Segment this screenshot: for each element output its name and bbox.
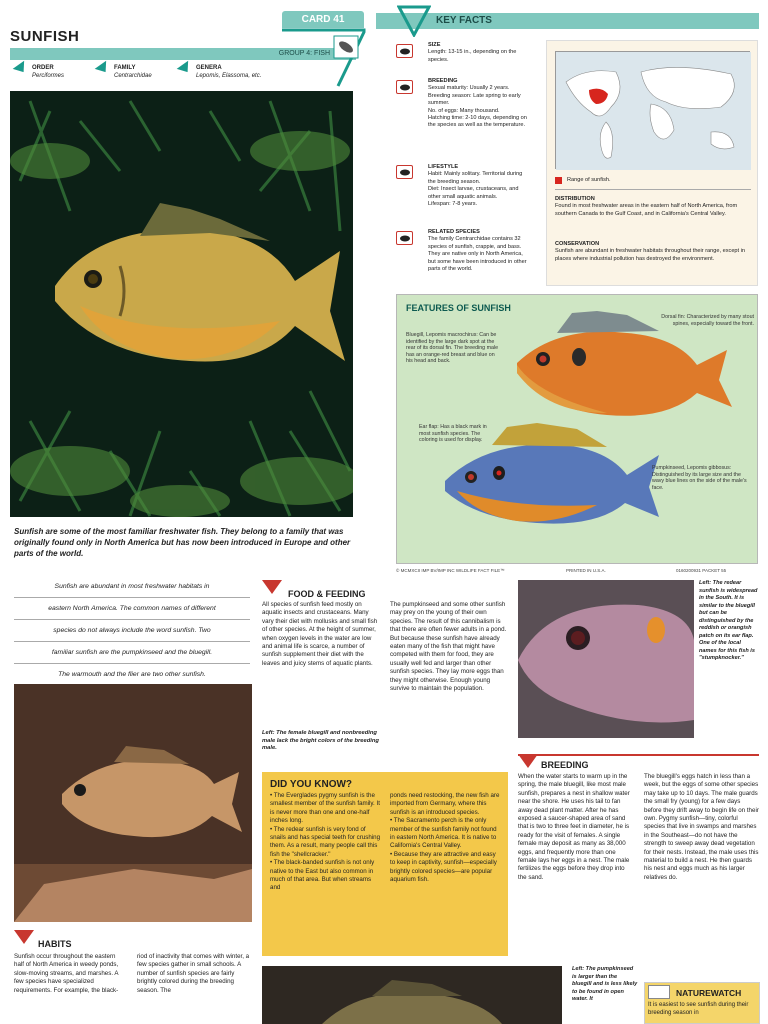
distribution-text: DISTRIBUTION Found in most freshwater areas in the eastern half of North America, from southern Canada to the Gulf Coast, and in California's Central Valley.	[555, 196, 738, 217]
fish-group-emblem	[278, 28, 368, 90]
breeding-title: BREEDING	[541, 760, 589, 770]
naturewatch-title: NATUREWATCH	[676, 988, 742, 998]
packet-number: 0160200931 PACKET 55	[676, 568, 727, 573]
food-col2: The pumpkinseed and some other sunfish may prey on the young of their own species. The result of this cannibalism is that there are often fewer adults in a pond. But because these sunfish have already eaten many of the fish that might have competed with them for food, they are usually well fed and larger than other sunfish species. They lay more eggs than they might otherwise. Enough young survive to maintain the population.	[390, 601, 507, 693]
habits-col2: riod of inactivity that comes with winter, a few species gather in small schools. A number of sunfish species are fairly brightly colored during the breeding season. The	[137, 953, 250, 994]
dorsal-fin-label: Dorsal fin: Characterized by many stout spines, especially toward the front.	[661, 314, 754, 327]
features-title: FEATURES OF SUNFISH	[406, 303, 511, 313]
key-facts-emblem	[397, 5, 431, 37]
breeding-marker-icon	[518, 754, 538, 770]
triangle-marker-icon	[95, 61, 112, 76]
bluegill-label: Bluegill, Lepomis macrochirus: Can be identified by the large dark spot at the rear of its dorsal fin. The breeding male has an orange-red breast and blue on his head and back.	[406, 332, 499, 364]
printed-in: PRINTED IN U.S.A.	[566, 568, 606, 573]
bluegill-photo	[14, 684, 252, 922]
key-facts-bar: KEY FACTS	[376, 13, 759, 29]
range-map	[555, 51, 750, 169]
main-sunfish-photo	[10, 91, 353, 517]
map-legend: Range of sunfish.	[567, 177, 611, 183]
conservation-text: CONSERVATION Sunfish are abundant in freshwater habitats throughout their range, except in places where industrial pollution has destroyed the environment.	[555, 241, 745, 262]
dyk-col1: • The Everglades pygmy sunfish is the smallest member of the sunfish family. It is never more than one and one-half inches long. • The redear sunfish is very fond of snails and has special teeth for crushing them. As a result, many people call this fish the "shellcracker." • The black-banded sunfish is not only native to the East but also common in much of that area. But when streams and	[270, 792, 381, 892]
triangle-marker-icon	[177, 61, 194, 76]
group-bar: GROUP 4: FISH	[10, 48, 356, 60]
redear-photo	[518, 580, 694, 738]
dyk-col2: ponds need restocking, the new fish are imported from Germany, where this sunfish is an introduced species. • The Sacramento perch is the only member of the sunfish family not found in eastern North America. It is native to California's Central Valley. • Because they are attractive and easy to keep in captivity, sunfish—especially brightly colored species—are popular aquarium fish.	[390, 792, 500, 884]
lifestyle-fact: LIFESTYLE Habit: Mainly solitary. Territorial during the breeding season. Diet: Insect larvae, crustaceans, and other small aquatic animals. Lifespan: 7-8 years.	[428, 164, 523, 208]
pumpkinseed-caption: Left: The pumpkinseed is larger than the bluegill and is less likely to be found in open water. It	[572, 966, 638, 1002]
food-marker-icon	[262, 580, 282, 596]
legend-swatch	[555, 177, 562, 184]
triangle-marker-icon	[13, 61, 30, 76]
size-fact: SIZE Length: 13-15 in., depending on the species.	[428, 42, 517, 63]
lifestyle-icon	[396, 165, 413, 179]
breeding-icon	[396, 80, 413, 94]
taxonomy-family: FAMILY Centrarchidae	[96, 64, 110, 76]
naturewatch-text: It is easiest to see sunfish during their breeding season in	[648, 1002, 749, 1017]
breeding-col1: When the water starts to warm up in the spring, the male bluegill, like most male sunfish, prepares a nest in shallow water near the shore. He uses his tail to fan away dead plant matter. After he has exposed a saucer-shaped area of sand that is two to three feet in diameter, he is ready for the visit of females. A single female may deposit as many as 38,000 eggs, and frequently more than one female lays her eggs in a nest. The male fertilizes the eggs before they drop into the sand.	[518, 773, 630, 881]
habits-title: HABITS	[38, 939, 72, 949]
breeding-col2: The bluegill's eggs hatch in less than a week, but the eggs of some other species may take up to 10 days. The male guards the small fry (young) for a few days before they drift away to begin life on their own. Pygmy sunfish—tiny, colorful species that live in swamps and marshes in the Southeast—do not have the strength to sweep away dead vegetation for their nests. Instead, the male uses this material to build a nest. He then guards his nest and eggs much as his larger relatives do.	[644, 773, 759, 881]
habits-marker-icon	[14, 930, 34, 946]
main-caption: Sunfish are some of the most familiar freshwater fish. They belong to a family that was originally found only in North America but has now been introduced in Europe and other parts of the world.	[14, 527, 351, 558]
did-you-know-title: DID YOU KNOW?	[270, 779, 353, 790]
taxonomy-genera: GENERA Lepomis, Elassoma, etc.	[178, 64, 192, 76]
related-species-fact: RELATED SPECIES The family Centrarchidae contains 32 species of sunfish, crappie, and bass. They are native only in North America, but some have been introduced in other parts of the world.	[428, 229, 527, 273]
card-number-tab: CARD 41	[282, 11, 364, 28]
breeding-fact: BREEDING Sexual maturity: Usually 2 years. Breeding season: Late spring to early summer. No. of eggs: Many thousand. Hatching time: 2-10 days, depending on the species as well as the temperature.	[428, 78, 527, 129]
redear-caption: Left: The redear sunfish is widespread in the South. It is similar to the bluegill but can be distinguished by the reddish or orangish patch on its ear flap. One of the local names for this fish is "stumpknocker."	[699, 580, 758, 661]
divider	[555, 189, 751, 190]
pumpkinseed-photo	[262, 966, 562, 1024]
page-title: SUNFISH	[10, 28, 80, 45]
ear-flap-label: Ear flap: Has a black mark in most sunfish species. The coloring is used for display.	[419, 424, 487, 443]
habits-col1: Sunfish occur throughout the eastern half of North America in weedy ponds, slow-moving streams, and marshes. A few species have specialized requirements. For example, the black-	[14, 953, 119, 994]
binoculars-icon	[648, 985, 670, 999]
intro-text: Sunfish are abundant in most freshwater habitats in eastern North America. The common names of different species do not always include the word sunfish. Two familiar sunfish are the pumpkinseed and the bluegill. The warmouth and the flier are two other sunfish.	[14, 576, 250, 686]
food-title: FOOD & FEEDING	[288, 589, 366, 599]
pumpkinseed-label: Pumpkinseed, Lepomis gibbosus: Distinguished by its large size and the wavy blue lines on the side of the male's face.	[652, 465, 747, 491]
taxonomy-order: ORDER Perciformes	[14, 64, 28, 76]
breeding-rule	[518, 754, 759, 756]
size-icon	[396, 44, 413, 58]
food-caption: Left: The female bluegill and nonbreeding male lack the bright colors of the breeding male.	[262, 730, 379, 752]
food-col1: All species of sunfish feed mostly on aquatic insects and crustaceans. Many vary their diet with mollusks and small fish of other species. At the height of summer, when oxygen levels in the water are low and animal life is scarce, a number of sunfish supplement their diet with the leaves and juicy stems of aquatic plants.	[262, 601, 378, 667]
copyright: © MCMXCII IMP BV/IMP INC WILDLIFE FACT FILE™	[396, 568, 505, 573]
related-species-icon	[396, 231, 413, 245]
